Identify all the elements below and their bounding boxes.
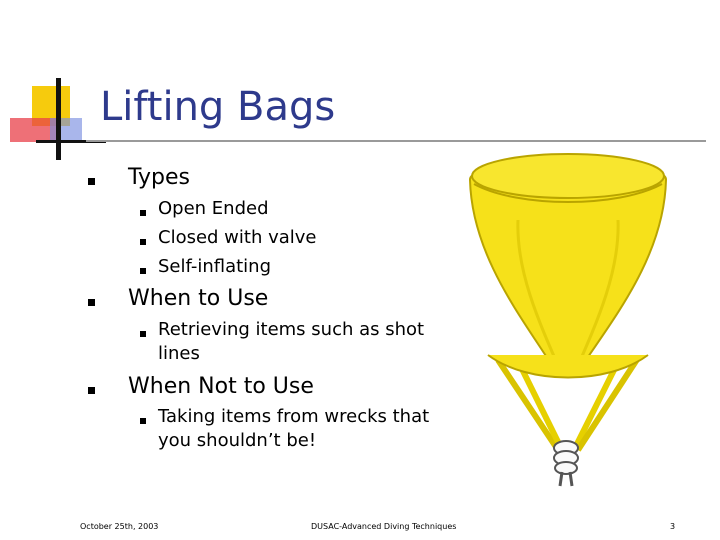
bullet-marker bbox=[88, 299, 95, 306]
bullet-marker bbox=[88, 178, 95, 185]
sub-bullet-wrecks: Taking items from wrecks that you shouldn’t be! bbox=[158, 406, 430, 451]
bullet-when-not-to-use: When Not to Use bbox=[128, 374, 314, 399]
bullet-when-to-use: When to Use bbox=[128, 286, 269, 311]
sub-bullet-marker bbox=[140, 331, 146, 337]
sub-bullet-open-ended: Open Ended bbox=[158, 198, 269, 219]
bullet-types: Types bbox=[128, 165, 190, 190]
sub-bullet-marker bbox=[140, 268, 146, 274]
sub-bullet-marker bbox=[140, 239, 146, 245]
sub-bullet-marker bbox=[140, 418, 146, 424]
sub-bullet-closed-valve: Closed with valve bbox=[158, 227, 317, 248]
sub-bullet-retrieving: Retrieving items such as shot lines bbox=[158, 319, 425, 364]
sub-bullet-marker bbox=[140, 210, 146, 216]
footer-date: October 25th, 2003 bbox=[80, 522, 159, 531]
footer-page-number: 3 bbox=[670, 522, 676, 531]
bullet-marker bbox=[88, 387, 95, 394]
lifting-bag-icon bbox=[458, 150, 678, 490]
slide-title: Lifting Bags bbox=[100, 84, 336, 130]
footer-title: DUSAC-Advanced Diving Techniques bbox=[311, 522, 457, 531]
sub-bullet-self-inflating: Self-inflating bbox=[158, 256, 272, 277]
